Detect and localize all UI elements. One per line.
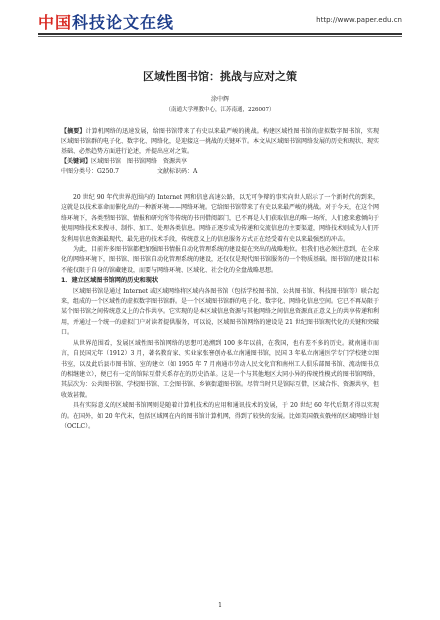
paper-title: 区域性图书馆：挑战与应对之策 bbox=[143, 70, 297, 83]
logo-text-blue: 科技论文在线 bbox=[72, 13, 175, 32]
body-paragraph: 从世界范围看，发展区域性图书馆网络的思想可追溯到 100 多年以前，在我国，也有差不多的历史。就南通市而言，自民国元年（1912）3 月，著名教育家、实业家张謇创办私立南通图书馆，民国 3 年私立南通医学专门学校建立图书室，以及此后县市图书馆、室的建立（如 1955 年 7 月南通市劳动人民文化宫和南州工人俱乐部图书馆、流动图书点的相继建立），便已有一定的馆际互借关系存在的历史沿革。这是一个与其他地区大同小异的传统性模式的图书馆网络，其层次为：公共图书馆、学校图书馆、工会图书馆、乡镇街道图书馆。尽管当时只是馆际互借，区域合作、资源共享，但收效甚微。 bbox=[61, 339, 380, 399]
body-paragraph: 20 世纪 90 年代世界范围内的 Internet 网和信息高速公路，以无可争辩的事实向世人昭示了一个新时代的到来，这就是以技术革命而催化出的一种新环境——网络环境。它给图书馆带来了有史以来最严峻的挑战。对于今天，在这个网络环境下，各类型图书馆、情报和研究所等传统的书刊借阅部门，已不再是人们获取信息的唯一场所，人们愈来愈倾向于使用网络技术来搜寻、制作、加工、处理各类信息。网络正逐步成为传递和交流信息的主要渠道，网络技术则成为人们开发利用信息资源最现代、最先进的技术手段，传统意义上的信息服务方式正在经受着有史以来最强烈的冲击。 bbox=[61, 194, 380, 243]
body-paragraph: 为此，目前许多图书馆都把加强图书情报自动化管理系统的建设提在突出的战略地位。但我们也必须注意到，在全球化的网络环境下，图书馆、图书馆自动化管理系统的建设，还仅仅是现代图书馆服务的一个物质基础。图书馆的建设目标不能仅限于自身的馆藏建设，而要与网络环境、区域化、社会化的全盘战略思想。 bbox=[61, 246, 380, 274]
classification bbox=[61, 167, 379, 177]
logo-text-red: 中国 bbox=[38, 13, 73, 32]
paper-author: 涂中辉 bbox=[210, 96, 229, 103]
site-header bbox=[0, 0, 440, 38]
abstract bbox=[61, 127, 379, 157]
page-number: 1 bbox=[218, 602, 222, 609]
paper-affiliation: （南通大学理教中心，江苏南通，226007） bbox=[165, 107, 275, 113]
site-url[interactable]: http://www.paper.edu.cn bbox=[316, 16, 402, 24]
document-code: 文献标识码：A bbox=[156, 168, 198, 175]
clc-number: 中图分类号：G250.7 bbox=[61, 168, 119, 175]
section-heading: 1．建立区域图书馆网的历史和现状 bbox=[61, 277, 159, 285]
abstract-label: 【摘要】 bbox=[61, 128, 86, 135]
body-paragraph: 区域图书馆是通过 Internet 或区域网络将区域内各图书馆（包括学校图书馆、公共图书馆、科技图书馆等）联合起来，组成的一个区域性的虚拟数字图书馆群。是一个区域图书馆群的电子化、数字化、网络化信息空间。它已不再局限于某个图书馆之间传统意义上的合作共享。它实现的是本区域信息资源与其他网络之间信息资源真正意义上的共享传递和利用，并通过一个统一的虚拟门户对读者提供服务，可以说，区域图书馆网络的建设是 21 世纪图书馆现代化的关键和突破口。 bbox=[61, 287, 380, 337]
keywords-text: 区域图书馆 图书馆网络 资源共享 bbox=[91, 158, 188, 165]
site-logo[interactable] bbox=[38, 10, 174, 33]
abstract-text: 计算机网络的迅速发展，给图书馆带来了有史以来最严峻的挑战。构建区域性图书馆的虚拟数字图书馆，实现区域图书馆群的电子化、数字化、网络化，是迎接这一挑战的关键环节。本文从区域图书馆网络发展的历史和现状、现实基础、必然趋势方面进行论述，并提出应对之策。 bbox=[61, 128, 380, 155]
header-rule-thin bbox=[38, 36, 402, 37]
body-paragraph: 具有实际意义的区域图书馆网则是随着计算机技术的应用和通讯技术的发展，于 20 世纪 60 年代后期才得以实现的。在国外，如 20 年代末，包括区域网在内的图书馆计算机网，得到了较快的发展。比如美国俄亥俄州的区域网络计划（OCLC）。 bbox=[61, 402, 379, 430]
keywords bbox=[61, 157, 379, 167]
keywords-label: 【关键词】 bbox=[61, 158, 92, 165]
header-rule bbox=[38, 33, 402, 35]
paper-body bbox=[61, 68, 379, 432]
